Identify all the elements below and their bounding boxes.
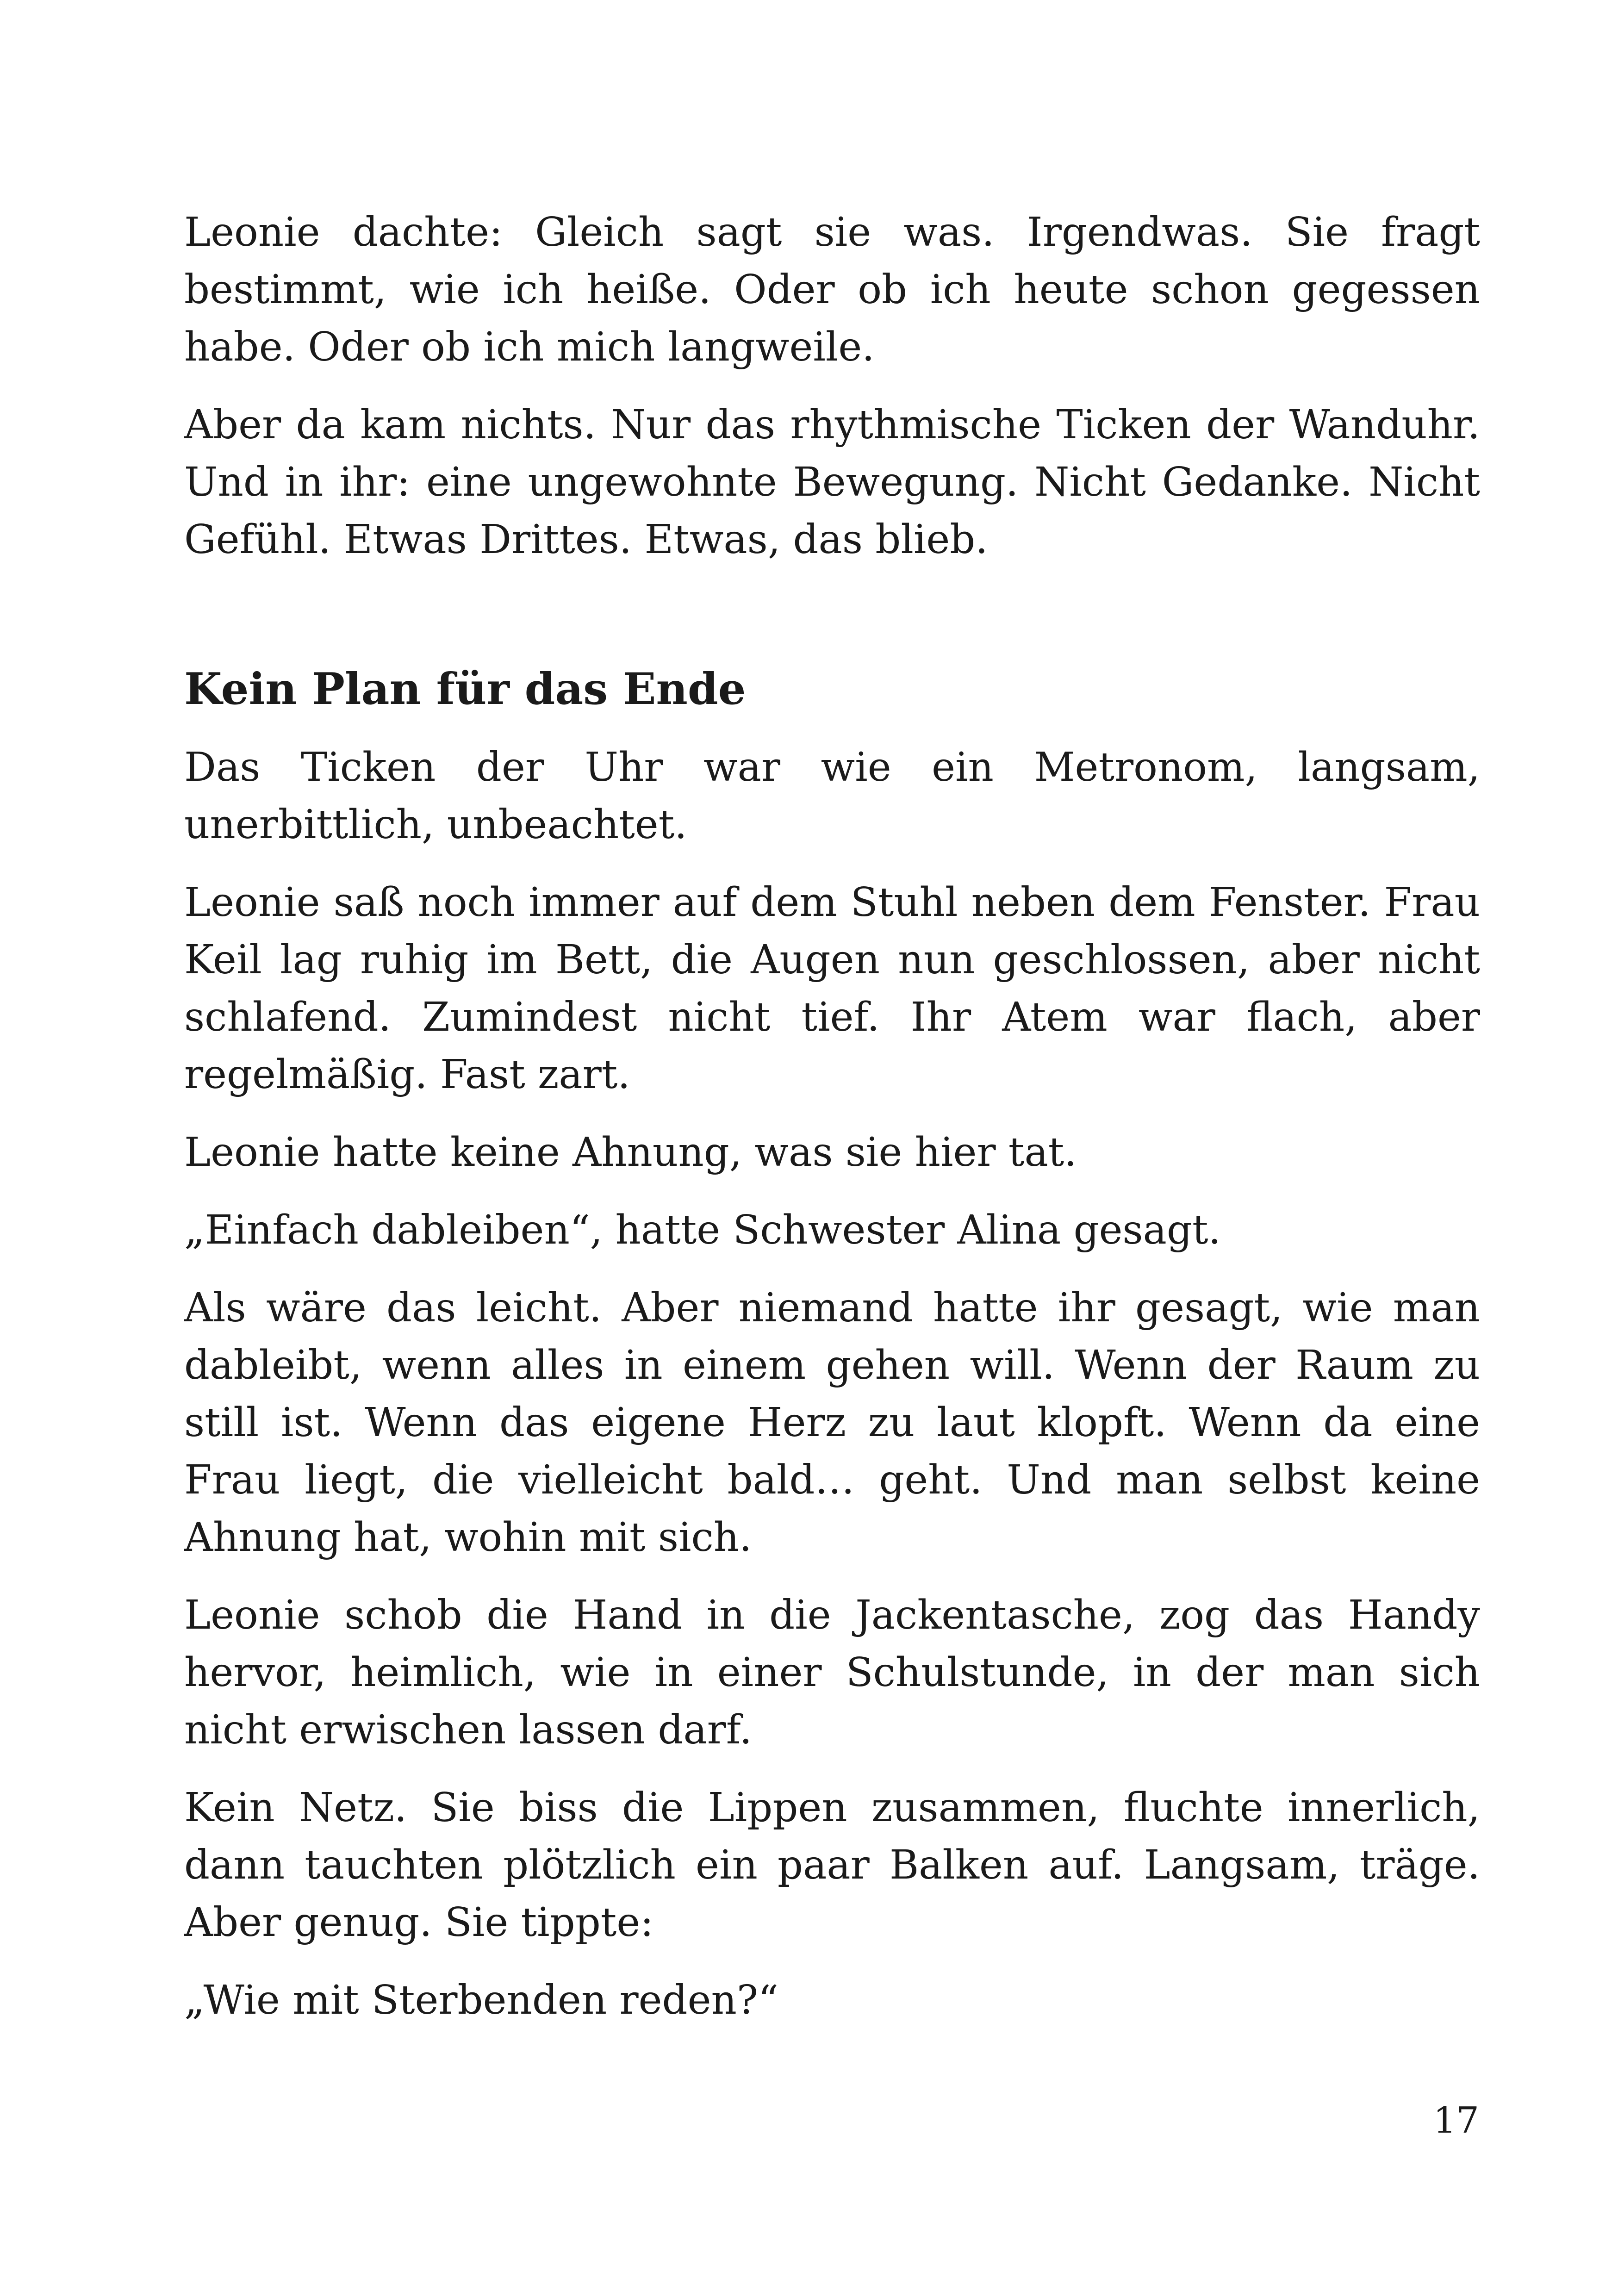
paragraph-8: Leonie schob die Hand in die Jackentasche, zog das Handy hervor, heimlich, wie in einer Schulstunde, in der man sich nicht erwischen lassen darf. bbox=[184, 1592, 1480, 1753]
paragraph-10: „Wie mit Sterbenden reden?“ bbox=[184, 1977, 778, 2023]
paragraph-3: Das Ticken der Uhr war wie ein Metronom, langsam, unerbittlich, unbeachtet. bbox=[184, 744, 1480, 848]
page-number: 17 bbox=[1433, 2100, 1479, 2141]
section-heading: Kein Plan für das Ende bbox=[184, 664, 746, 715]
paragraph-7: Als wäre das leicht. Aber niemand hatte ihr gesagt, wie man dableibt, wenn alles in einem gehen will. Wenn der Raum zu still ist. Wenn das eigene Herz zu laut klopft. Wenn da eine Frau liegt, die vielleicht bald… geht. Und man selbst keine Ahnung hat, wohin mit sich. bbox=[184, 1285, 1480, 1561]
paragraph-6: „Einfach dableiben“, hatte Schwester Alina gesagt. bbox=[184, 1207, 1221, 1253]
paragraph-2: Aber da kam nichts. Nur das rhythmische Ticken der Wanduhr. Und in ihr: eine ungewohnte Bewegung. Nicht Gedanke. Nicht Gefühl. Etwas Drittes. Etwas, das blieb. bbox=[184, 402, 1480, 563]
page-body bbox=[184, 204, 1480, 2049]
paragraph-1: Leonie dachte: Gleich sagt sie was. Irgendwas. Sie fragt bestimmt, wie ich heiße. Oder ob ich heute schon gegessen habe. Oder ob ich mich langweile. bbox=[184, 209, 1480, 370]
paragraph-5: Leonie hatte keine Ahnung, was sie hier tat. bbox=[184, 1129, 1077, 1176]
paragraph-4: Leonie saß noch immer auf dem Stuhl neben dem Fenster. Frau Keil lag ruhig im Bett, die Augen nun geschlossen, aber nicht schlafend. Zumindest nicht tief. Ihr Atem war flach, aber regelmäßig. Fast zart. bbox=[184, 879, 1480, 1098]
paragraph-9: Kein Netz. Sie biss die Lippen zusammen, fluchte innerlich, dann tauchten plötzlich ein paar Balken auf. Langsam, träge. Aber genug. Sie tippte: bbox=[184, 1785, 1480, 1946]
